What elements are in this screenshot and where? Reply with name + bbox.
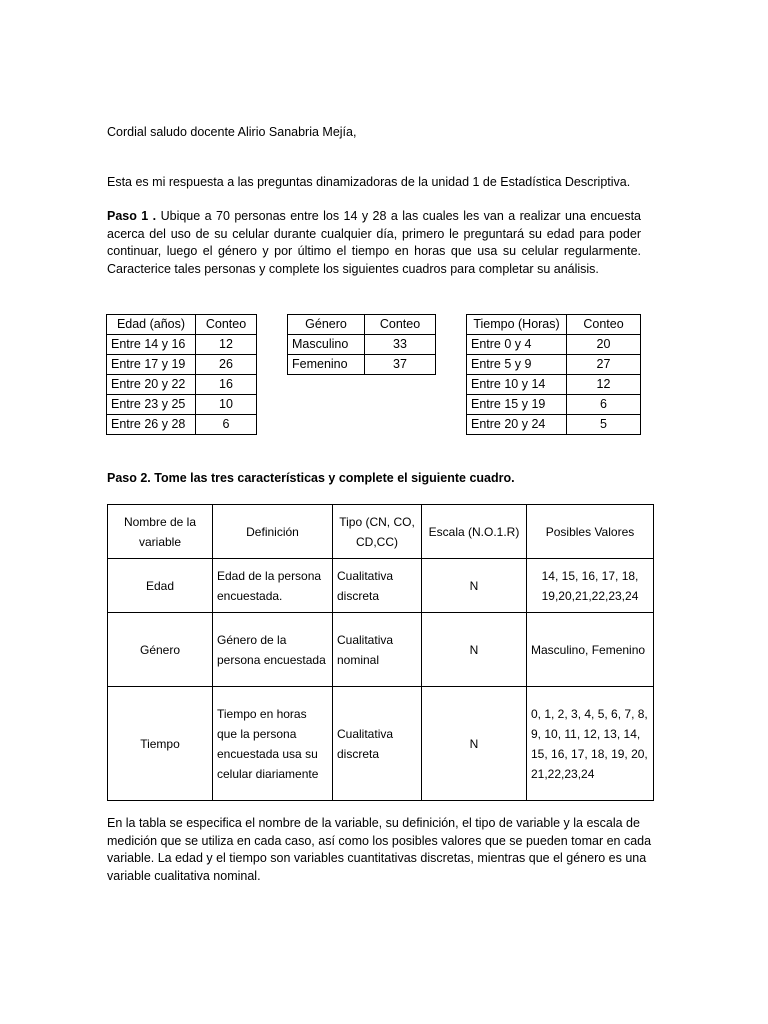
- table-row: [108, 687, 654, 801]
- table-cell: 27: [567, 355, 641, 375]
- table-cell: Edad: [108, 559, 213, 613]
- table-edad: [106, 314, 257, 435]
- table-cell: 33: [365, 335, 436, 355]
- table-row: [107, 395, 257, 415]
- table-cell: 26: [196, 355, 257, 375]
- table-cell: 16: [196, 375, 257, 395]
- table-cell: Tiempo en horas que la persona encuestada usa su celular diariamente: [213, 687, 333, 801]
- table-cell: 10: [196, 395, 257, 415]
- table-row: [467, 355, 641, 375]
- greeting: Cordial saludo docente Alirio Sanabria Mejía,: [107, 125, 357, 139]
- table-header: Nombre de la variable: [108, 505, 213, 559]
- table-cell: 5: [567, 415, 641, 435]
- table-header: Conteo: [567, 315, 641, 335]
- table-row: [107, 375, 257, 395]
- table-header: Tiempo (Horas): [467, 315, 567, 335]
- table-header: Posibles Valores: [527, 505, 654, 559]
- table-cell: Entre 17 y 19: [107, 355, 196, 375]
- table-cell: Entre 14 y 16: [107, 335, 196, 355]
- paso1-text: Ubique a 70 personas entre los 14 y 28 a las cuales les van a realizar una encuesta acerca del uso de su celular durante cualquier día, primero le preguntará su edad para poder continuar, luego el género y por último el tiempo en horas que usa su celular regularmente. Caracterice tales personas y complete los siguientes cuadros para completar su análisis.: [107, 209, 642, 276]
- intro-paragraph: Esta es mi respuesta a las preguntas dinamizadoras de la unidad 1 de Estadística Descriptiva.: [107, 175, 631, 189]
- table-cell: Entre 23 y 25: [107, 395, 196, 415]
- table-cell: 37: [365, 355, 436, 375]
- table-cell: Cualitativa nominal: [333, 613, 422, 687]
- table-cell: 0, 1, 2, 3, 4, 5, 6, 7, 8, 9, 10, 11, 12, 13, 14, 15, 16, 17, 18, 19, 20, 21,22,23,24: [527, 687, 654, 801]
- table-row: [467, 375, 641, 395]
- table-cell: Tiempo: [108, 687, 213, 801]
- table-cell: 14, 15, 16, 17, 18, 19,20,21,22,23,24: [527, 559, 654, 613]
- table-cell: Edad de la persona encuestada.: [213, 559, 333, 613]
- table-cell: Género de la persona encuestada: [213, 613, 333, 687]
- table-cell: Entre 5 y 9: [467, 355, 567, 375]
- table-row: [467, 335, 641, 355]
- table-genero: [287, 314, 436, 375]
- table-cell: Femenino: [288, 355, 365, 375]
- table-row: [467, 415, 641, 435]
- table-cell: Entre 0 y 4: [467, 335, 567, 355]
- table-cell: N: [422, 687, 527, 801]
- table-header: Definición: [213, 505, 333, 559]
- table-cell: Masculino: [288, 335, 365, 355]
- table-row: [467, 395, 641, 415]
- table-cell: Cualitativa discreta: [333, 687, 422, 801]
- table-row: [288, 355, 436, 375]
- table-row: [107, 335, 257, 355]
- table-header: Edad (años): [107, 315, 196, 335]
- table-cell: Entre 10 y 14: [467, 375, 567, 395]
- conclusion-paragraph: En la tabla se especifica el nombre de la variable, su definición, el tipo de variable y la escala de medición que se utiliza en cada caso, así como los posibles valores que se pueden tomar en cada variable. La edad y el tiempo son variables cuantitativas discretas, mientras que el género es una variable cualitativa nominal.: [107, 816, 652, 883]
- table-header: Escala (N.O.1.R): [422, 505, 527, 559]
- table-cell: Entre 15 y 19: [467, 395, 567, 415]
- table-cell: Género: [108, 613, 213, 687]
- table-cell: Entre 20 y 22: [107, 375, 196, 395]
- table-cell: Masculino, Femenino: [527, 613, 654, 687]
- table-cell: 12: [196, 335, 257, 355]
- table-cell: Entre 26 y 28: [107, 415, 196, 435]
- table-cell: N: [422, 613, 527, 687]
- table-cell: 20: [567, 335, 641, 355]
- paso2-heading: Paso 2. Tome las tres características y complete el siguiente cuadro.: [107, 471, 515, 485]
- table-row: [288, 335, 436, 355]
- table-tiempo: [466, 314, 641, 435]
- table-row: [107, 355, 257, 375]
- table-cell: Entre 20 y 24: [467, 415, 567, 435]
- paso1-label: Paso 1 .: [107, 209, 157, 223]
- table-variables: [107, 504, 654, 801]
- table-header: Conteo: [365, 315, 436, 335]
- table-cell: 6: [567, 395, 641, 415]
- table-cell: 6: [196, 415, 257, 435]
- table-header: Tipo (CN, CO, CD,CC): [333, 505, 422, 559]
- table-header: Género: [288, 315, 365, 335]
- table-row: [107, 415, 257, 435]
- table-cell: N: [422, 559, 527, 613]
- paso1-paragraph: [107, 208, 641, 278]
- table-row: [108, 559, 654, 613]
- table-cell: 12: [567, 375, 641, 395]
- table-cell: Cualitativa discreta: [333, 559, 422, 613]
- table-row: [108, 613, 654, 687]
- table-header: Conteo: [196, 315, 257, 335]
